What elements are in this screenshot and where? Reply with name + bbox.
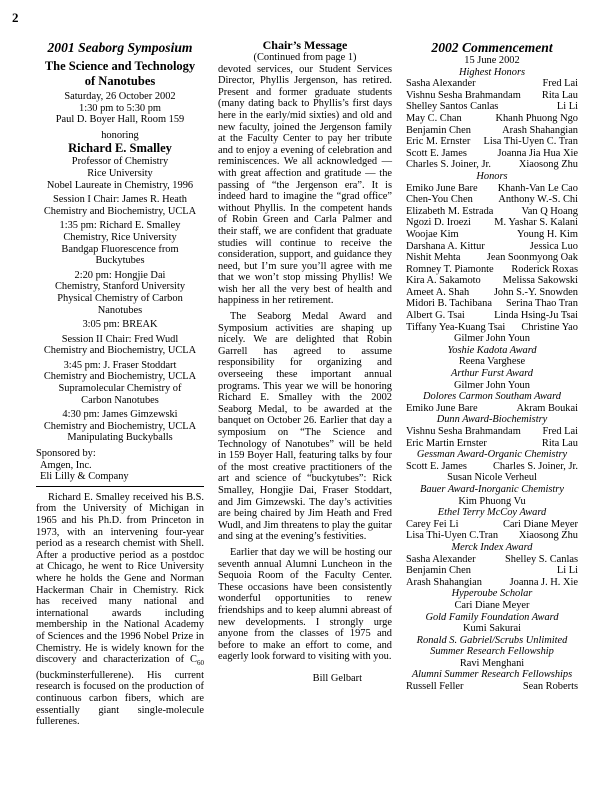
- graduate-name: Christine Yao: [521, 321, 578, 333]
- award-name: Arthur Furst Award: [451, 368, 533, 380]
- graduate-name: Reena Varghese: [458, 356, 526, 368]
- highest-honors-label: Highest Honors: [458, 66, 526, 78]
- graduate-name: Eric M. Ernster: [406, 136, 471, 148]
- session-line: 2:20 pm: Hongjie Dai: [74, 269, 166, 281]
- name-row: [406, 206, 578, 218]
- chairs-message-heading: Chair’s Message: [262, 38, 348, 52]
- name-row: [406, 681, 578, 693]
- graduate-name: Kira A. Sakamoto: [406, 275, 481, 287]
- name-row: [406, 298, 578, 310]
- name-row: [406, 136, 578, 148]
- graduate-name: Benjamin Chen: [406, 124, 471, 136]
- name-row: [406, 217, 578, 229]
- graduate-name: Sasha Alexander: [406, 553, 476, 565]
- symposium-title-line: The Science and Technology: [44, 59, 196, 73]
- symposium-column: [36, 38, 204, 728]
- page-number: 2: [12, 10, 19, 25]
- graduate-name: Ravi Menghani: [459, 657, 525, 669]
- symposium-location: Paul D. Boyer Hall, Room 159: [55, 114, 185, 126]
- graduate-name: Ameet A. Shah: [406, 286, 470, 298]
- message-paragraph: devoted services, our Student Services Director, Phyllis Jergenson, has retired. Present and former graduate students (many dating back to Phyllis’s first days here in the early/mid sixties) and old and new faculty, joined the Jergenson family at the Faculty Center to pay her tribute and to enjoy a evening of celebration and reminiscences. We all acknowledged — with great affection and gratitude — the passing of “the Jergenson era”. It is indeed hard to imagine the “grad office” without Phyllis. In the competent hands of Robin Green and Carla Palmer and their staff, we are confident that graduate studies will continue to receive the consideration, support, and guidance they need, but I’m sure you’ll agree with me that we won’t stop missing Phyllis! We wish her all the very best of health and happiness in her retirement.: [218, 63, 392, 307]
- symposium-date: Saturday, 26 October 2002: [64, 91, 176, 102]
- session-line: Chemistry, Stanford University: [54, 281, 186, 293]
- graduate-name: Sean Roberts: [522, 681, 578, 693]
- name-row: [406, 159, 578, 171]
- graduate-name: Benjamin Chen: [406, 565, 471, 577]
- message-paragraph: Earlier that day we will be hosting our seventh annual Alumni Luncheon in the Sequoia Room of the Faculty Center. These occasions have been consistently wonderful opportunities to renew friendships and to keep alumni abreast of new developments. I strongly urge anyone from the classes of 1975 and before to make an effort to come, and eagerly look forward to visiting with you.: [218, 546, 392, 663]
- name-row: [406, 275, 578, 287]
- graduate-name: Midori B. Tachibana: [406, 298, 492, 310]
- session-block: [36, 319, 204, 331]
- honors-list: [406, 183, 578, 334]
- graduate-name: Rita Lau: [541, 89, 578, 101]
- graduate-name: Linda Hsing-Ju Tsai: [494, 310, 578, 322]
- session-line: 1:35 pm: Richard E. Smalley: [59, 220, 181, 232]
- graduate-name: Shelley Santos Canlas: [406, 101, 499, 113]
- name-row: [406, 183, 578, 195]
- graduate-name: Tiffany Yea-Kuang Tsai: [406, 321, 506, 333]
- name-row: [406, 113, 578, 125]
- session-line: Supramolecular Chemistry of: [58, 383, 182, 395]
- graduate-name: Emiko June Bare: [406, 182, 478, 194]
- session-block: [36, 409, 204, 444]
- graduate-name: Joanna J. H. Xie: [509, 576, 578, 588]
- honoree-line: Rice University: [87, 167, 153, 179]
- graduate-name: M. Yashar S. Kalani: [494, 217, 578, 229]
- graduate-name: Cari Diane Meyer: [454, 599, 530, 611]
- award-name: Merck Index Award: [451, 541, 533, 553]
- awards-list: [406, 345, 578, 693]
- name-row: [406, 252, 578, 264]
- honoree-line: Nobel Laureate in Chemistry, 1996: [46, 179, 194, 191]
- award-name: Yoshie Kadota Award: [447, 344, 537, 356]
- sponsored-label: Sponsored by:: [36, 448, 96, 460]
- name-row: [406, 125, 578, 137]
- session-line: Chemistry and Biochemistry, UCLA: [43, 371, 197, 383]
- name-row: [406, 565, 578, 577]
- session-line: Manipulating Buckyballs: [67, 432, 173, 444]
- award-name: Gessman Award-Organic Chemistry: [416, 449, 568, 461]
- name-row: [406, 530, 578, 542]
- session-block: [36, 220, 204, 266]
- graduate-name: Chen-You Chen: [406, 194, 473, 206]
- name-row: [406, 461, 578, 473]
- graduate-name: Li Li: [556, 565, 578, 577]
- name-row: [406, 519, 578, 531]
- graduate-name: Fred Lai: [542, 78, 578, 90]
- session-line: Nanotubes: [97, 304, 143, 316]
- graduate-name: Albert G. Tsai: [406, 310, 465, 322]
- honoring-label: honoring: [101, 129, 139, 141]
- name-row: [406, 194, 578, 206]
- graduate-name: Jessica Luo: [529, 240, 578, 252]
- award-name: Alumni Summer Research Fellowships: [411, 669, 573, 681]
- name-row: [406, 148, 578, 160]
- honoree-name: Gilmer John Youn: [454, 333, 530, 345]
- session-line: 3:45 pm: J. Fraser Stoddart: [63, 359, 177, 371]
- graduate-name: May C. Chan: [406, 112, 462, 124]
- session-block: [36, 270, 204, 316]
- graduate-name: Russell Feller: [406, 681, 464, 693]
- name-row: [406, 78, 578, 90]
- graduate-name: Kim Phuong Vu: [458, 495, 526, 507]
- award-name: Bauer Award-Inorganic Chemistry: [420, 483, 564, 495]
- session-block: [36, 194, 204, 217]
- graduate-name: Vishnu Sesha Brahmandam: [406, 89, 521, 101]
- graduate-name: Eric Martin Ernster: [406, 437, 487, 449]
- symposium-heading: 2001 Seaborg Symposium: [47, 40, 193, 55]
- graduate-name: Sasha Alexander: [406, 78, 476, 90]
- name-row: [406, 264, 578, 276]
- name-row: [406, 287, 578, 299]
- name-row: [406, 554, 578, 566]
- graduate-name: Lisa Thi-Uyen C. Tran: [483, 136, 578, 148]
- name-row: [406, 229, 578, 241]
- name-row: [406, 322, 578, 334]
- smalley-bio: Richard E. Smalley received his B.S. from the University of Michigan in 1965 and his Ph.D. from Princeton in 1973, with an intervening four-year period as a research chemist with Shell. After a productive period as a postdoc at Chicago, he went to Rice University where he holds the Gene and Norman Hackerman Chair in Chemistry. Rick has received many national and international awards including membership in the National Academy of Sciences and the 1996 Nobel Prize in Chemistry. He is widely known for the discovery and characterization of $C_{60}$ (buckminsterfullerene). His current research is focused on the production of continuous carbon fibers, which are essentially giant single-molecule fullerenes.: [36, 491, 204, 728]
- award-name: Dunn Award-Biochemistry: [436, 414, 548, 426]
- graduate-name: Khanh-Van Le Cao: [497, 182, 578, 194]
- graduate-name: Cari Diane Meyer: [502, 518, 578, 530]
- honors-label: Honors: [476, 170, 508, 182]
- signature: Bill Gelbart: [312, 672, 362, 684]
- highest-honors-list: [406, 78, 578, 171]
- graduate-name: Young H. Kim: [516, 228, 578, 240]
- graduate-name: Serina Thao Tran: [506, 298, 578, 310]
- session-line: Carbon Nanotubes: [81, 394, 159, 406]
- award-name: Dolores Carmon Southam Award: [423, 391, 561, 403]
- graduate-name: Elizabeth M. Estrada: [406, 205, 494, 217]
- session-line: Session I Chair: James R. Heath: [53, 194, 187, 206]
- sponsor: Amgen, Inc.: [40, 459, 92, 471]
- graduate-name: Vishnu Sesha Brahmandam: [406, 426, 521, 437]
- award-name: Ronald S. Gabriel/Scrubs Unlimited Summer Research Fellowship: [416, 634, 568, 658]
- graduate-name: Jean Soonmyong Oak: [486, 252, 578, 264]
- graduate-name: Scott E. James: [406, 460, 467, 472]
- continued-note: (Continued from page 1): [253, 52, 357, 63]
- session-line: Chemistry and Biochemistry, UCLA: [43, 420, 197, 432]
- session-line: 3:05 pm: BREAK: [82, 319, 158, 331]
- graduate-name: Li Li: [556, 101, 578, 113]
- name-row: [406, 310, 578, 322]
- honoree-line: Professor of Chemistry: [71, 156, 169, 168]
- symposium-time: 1:30 pm to 5:30 pm: [79, 102, 161, 114]
- commencement-column: [406, 38, 578, 693]
- award-name: Gold Family Foundation Award: [425, 611, 559, 623]
- graduate-name: Melissa Sakowski: [502, 275, 578, 287]
- divider: [36, 486, 204, 487]
- name-row: [406, 577, 578, 589]
- graduate-name: Susan Nicole Verheul: [447, 472, 537, 484]
- graduate-name: Charles S. Joiner, Jr.: [492, 460, 578, 472]
- session-line: Chemistry and Biochemistry, UCLA: [43, 345, 197, 357]
- session-line: Chemistry, Rice University: [63, 231, 177, 243]
- graduate-name: Romney T. Piamonte: [406, 263, 494, 275]
- honoree-name: Richard E. Smalley: [68, 141, 172, 156]
- graduate-name: Van Q Hoang: [521, 205, 578, 217]
- session-line: Physical Chemistry of Carbon: [57, 292, 183, 304]
- symposium-title-line: of Nanotubes: [84, 74, 156, 88]
- name-row: [406, 403, 578, 415]
- session-list: [36, 194, 204, 444]
- commencement-date: 15 June 2002: [464, 55, 520, 66]
- graduate-name: Rita Lau: [541, 437, 578, 449]
- name-row: [406, 90, 578, 102]
- graduate-name: Gilmer John Youn: [454, 379, 530, 391]
- name-row: [406, 101, 578, 113]
- graduate-name: Akram Boukai: [516, 402, 578, 414]
- session-line: Bandgap Fluorescence from: [61, 243, 179, 255]
- sponsor: Eli Lilly & Company: [40, 471, 129, 483]
- graduate-name: Khanh Phuong Ngo: [495, 112, 578, 124]
- name-row: [406, 426, 578, 438]
- graduate-name: Nishit Mehta: [406, 252, 461, 264]
- graduate-name: Ngozi D. Iroezi: [406, 217, 471, 229]
- graduate-name: Charles S. Joiner, Jr.: [406, 159, 492, 171]
- graduate-name: Joanna Jia Hua Xie: [497, 147, 578, 159]
- graduate-name: Emiko June Bare: [406, 402, 478, 414]
- award-name: Hyperoube Scholar: [451, 588, 533, 600]
- graduate-name: Arash Shahangian: [502, 124, 578, 136]
- session-block: [36, 360, 204, 406]
- graduate-name: Arash Shahangian: [406, 576, 482, 588]
- graduate-name: Xiaosong Zhu: [518, 530, 578, 542]
- session-line: Buckytubes: [95, 255, 145, 267]
- graduate-name: Xiaosong Zhu: [518, 159, 578, 171]
- name-row: [406, 241, 578, 253]
- graduate-name: John S.-Y. Snowden: [493, 286, 578, 298]
- session-line: Session II Chair: Fred Wudl: [61, 333, 179, 345]
- graduate-name: Woojae Kim: [406, 228, 459, 240]
- award-name: Ethel Terry McCoy Award: [437, 507, 547, 519]
- message-paragraph: The Seaborg Medal Award and Symposium activities are shaping up nicely. We are delighted that Robin Garrell has agreed to assume responsibility for organizing and overseeing these important annual programs. This year we will be honoring Richard E. Smalley with the 2002 Seaborg Medal, to be awarded at the banquet on October 26. Earlier that day a symposium on “The Science and Technology of Nanotubes” will be held in 159 Boyer Hall, featuring talks by four of the most creative practitioners of the art and science of “buckytubes”: Rick Smalley, Hongjie Dai, Fraser Stoddart, and Jim Gimzewski. The day’s activities are being chaired by Jim Heath and Fred Wudl, and Jim threatens to play the guitar and sing at the evening’s festivities.: [218, 311, 392, 543]
- session-line: 4:30 pm: James Gimzewski: [62, 409, 178, 421]
- graduate-name: Fred Lai: [542, 426, 578, 437]
- graduate-name: Kumi Sakurai: [462, 623, 521, 635]
- graduate-name: Carey Fei Li: [406, 518, 459, 530]
- commencement-heading: 2002 Commencement: [431, 40, 553, 55]
- graduate-name: Scott E. James: [406, 147, 467, 159]
- graduate-name: Roderick Roxas: [511, 263, 578, 275]
- sponsors: [36, 448, 204, 483]
- graduate-name: Anthony W.-S. Chi: [498, 194, 578, 206]
- name-row: [406, 438, 578, 450]
- chairs-message-column: [218, 38, 392, 684]
- graduate-name: Lisa Thi-Uyen C.Tran: [406, 530, 499, 542]
- graduate-name: Shelley S. Canlas: [504, 553, 578, 565]
- graduate-name: Darshana A. Kittur: [406, 240, 485, 252]
- session-block: [36, 334, 204, 357]
- session-line: Chemistry and Biochemistry, UCLA: [43, 205, 197, 217]
